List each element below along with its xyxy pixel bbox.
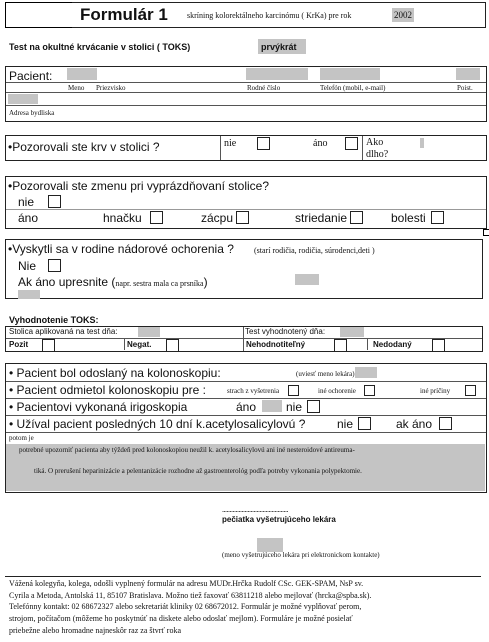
q-krv-nie-label: nie bbox=[224, 138, 237, 149]
q-rodina-extra-field[interactable] bbox=[18, 290, 40, 299]
q-krv-divider-2 bbox=[362, 136, 363, 160]
col-priezvisko: Priezvisko bbox=[96, 84, 126, 92]
kolonoskopia-divider-2 bbox=[6, 398, 486, 399]
rodne-cislo-field[interactable] bbox=[246, 68, 308, 80]
odmietol-ine-priciny: iné príčiny bbox=[420, 387, 451, 395]
potom-je: potom je bbox=[9, 434, 34, 442]
test-vyhodnoteny: Test vyhodnotený dňa: bbox=[245, 327, 326, 336]
vyhodnotenie-divider-v1 bbox=[124, 338, 125, 350]
kolonoskopia-divider-4 bbox=[6, 432, 486, 433]
vyhodnotenie-heading: Vyhodnotenie TOKS: bbox=[9, 315, 99, 325]
footer-line-4: strojom, počítačom (môžeme ho poskytnúť na diskete alebo odoslať mejlom). Formuláre je možné posielať bbox=[9, 614, 353, 623]
col-telefon: Telefón (mobil, e-mail) bbox=[320, 84, 386, 92]
header-blank-box bbox=[5, 2, 74, 28]
uzival-ano-label: ak áno bbox=[396, 417, 433, 431]
q-krv-ano-checkbox[interactable] bbox=[345, 137, 358, 150]
uzival-nie-checkbox[interactable] bbox=[358, 417, 371, 430]
q-zmena-opt-ano: áno bbox=[18, 211, 39, 225]
poist-field[interactable] bbox=[456, 68, 480, 80]
form-title: Formulár 1 bbox=[80, 5, 168, 24]
year-value: 2002 bbox=[394, 10, 412, 20]
q-rodina-ano-note: napr. sestra mala ca prsníka bbox=[115, 279, 204, 288]
col-rodne-cislo: Rodné číslo bbox=[247, 84, 281, 92]
result-negat: Negat. bbox=[127, 340, 152, 349]
name-field[interactable] bbox=[67, 68, 97, 80]
odmietol-ine-ochorenie: iné ochorenie bbox=[318, 387, 356, 395]
q-rodina-nie-checkbox[interactable] bbox=[48, 259, 61, 272]
vyhodnotenie-divider-v2 bbox=[243, 327, 244, 351]
uzival-nie-label: nie bbox=[337, 417, 354, 431]
odoslany-field[interactable] bbox=[355, 367, 377, 378]
patient-divider-3 bbox=[6, 105, 486, 106]
odmietol-ine-priciny-checkbox[interactable] bbox=[465, 385, 476, 396]
footer-line-5: priebežne alebo hromadne najneskôr raz za štvrť roka bbox=[9, 626, 182, 635]
signature-field[interactable] bbox=[257, 538, 283, 552]
q-krv-ako-dlho: Ako dlho? bbox=[366, 137, 389, 160]
irigoskopia-nie-checkbox[interactable] bbox=[307, 400, 320, 413]
uzival-label: • Užíval pacient posledných 10 dní k.acetylosalicylovú ? bbox=[9, 417, 306, 431]
kolonoskopia-note-1: potrebné upozorniť pacienta aby týždeň pred kolonoskopiou neužil k. acetylosalicylovú ani iné nesteroidové antireuma- bbox=[19, 446, 355, 454]
odoslany-note: (uviesť meno lekára) bbox=[296, 370, 355, 378]
q-zmena-bolesti-checkbox[interactable] bbox=[431, 211, 444, 224]
test-vyhodnoteny-field[interactable] bbox=[340, 327, 364, 337]
result-negat-checkbox[interactable] bbox=[166, 339, 179, 352]
q-rodina-ano-text: Ak áno upresnite ( bbox=[18, 275, 116, 289]
signature-label: pečiatka vyšetrujúceho lekára bbox=[222, 515, 336, 524]
odmietol-ine-ochorenie-checkbox[interactable] bbox=[364, 385, 375, 396]
address-field[interactable] bbox=[8, 94, 38, 104]
result-nedodany: Nedodaný bbox=[373, 340, 412, 349]
vyhodnotenie-divider bbox=[6, 338, 482, 339]
col-poist: Poist. bbox=[457, 84, 473, 92]
q-rodina-nie-label: Nie bbox=[18, 259, 37, 273]
first-time-badge[interactable]: prvýkrát bbox=[261, 42, 297, 52]
q-zmena-opt-hnacka: hnačku bbox=[103, 211, 142, 225]
telefon-field[interactable] bbox=[320, 68, 380, 80]
irigoskopia-ano-label: áno bbox=[236, 400, 257, 414]
kolonoskopia-divider-3 bbox=[6, 415, 486, 416]
col-meno: Meno bbox=[68, 84, 85, 92]
edge-marker bbox=[483, 229, 489, 236]
q-rodina-ano-close: ) bbox=[203, 275, 208, 289]
odoslany-label: • Pacient bol odoslaný na kolonoskopiu: bbox=[9, 366, 221, 380]
result-nehodnotitelny-checkbox[interactable] bbox=[334, 339, 347, 352]
odmietol-strach: strach z vyšetrenia bbox=[227, 387, 280, 395]
q-zmena-nie-checkbox[interactable] bbox=[48, 195, 61, 208]
q-krv-ako-dlho-field[interactable] bbox=[420, 138, 424, 148]
q-zmena-zacpa-checkbox[interactable] bbox=[236, 211, 249, 224]
footer-rule bbox=[5, 576, 481, 577]
form-subtitle: skríning kolorektálneho karcinómu ( KrKa) pre rok bbox=[187, 11, 352, 20]
patient-divider bbox=[6, 82, 486, 83]
q-zmena-question: •Pozorovali ste zmenu pri vyprázdňovaní stolice? bbox=[8, 179, 269, 193]
stolica-aplikovana: Stolica aplikovaná na test dňa: bbox=[9, 327, 118, 336]
odmietol-label: • Pacient odmietol kolonoskopiu pre : bbox=[9, 383, 206, 397]
address-label: Adresa bydliska bbox=[9, 109, 55, 117]
q-krv-nie-checkbox[interactable] bbox=[257, 137, 270, 150]
q-krv-divider bbox=[220, 136, 221, 160]
q-zmena-divider bbox=[6, 209, 486, 210]
patient-label: Pacient: bbox=[9, 69, 53, 83]
q-zmena-opt-striedanie: striedanie bbox=[295, 211, 348, 225]
q-zmena-opt-zacpa: zácpu bbox=[201, 211, 234, 225]
vyhodnotenie-divider-v3 bbox=[367, 338, 368, 350]
toks-heading: Test na okultné krvácanie v stolici ( TOKS) bbox=[9, 42, 191, 52]
signature-note: (meno vyšetrujúceho lekára pri elektronickom kontakte) bbox=[222, 551, 380, 559]
q-zmena-nie-label: nie bbox=[18, 195, 35, 209]
q-krv-ano-label: áno bbox=[313, 138, 328, 149]
result-nehodnotitelny: Nehodnotiteľný bbox=[246, 340, 306, 349]
uzival-ano-checkbox[interactable] bbox=[439, 417, 452, 430]
q-rodina-question: •Vyskytli sa v rodine nádorové ochorenia ? bbox=[8, 242, 234, 256]
patient-divider-2 bbox=[6, 92, 486, 93]
result-pozit-checkbox[interactable] bbox=[42, 339, 55, 352]
kolonoskopia-note-2: tiká. O prerušení heparinizácie a pelentanizácie rozhodne až gastroenterológ podľa potreby vykonania polypektomie. bbox=[34, 467, 362, 475]
irigoskopia-ano-field[interactable] bbox=[262, 400, 282, 412]
signature-dots: ............................................ bbox=[222, 505, 288, 514]
result-pozit: Pozit bbox=[9, 340, 29, 349]
result-nedodany-checkbox[interactable] bbox=[432, 339, 445, 352]
q-rodina-ano-label bbox=[18, 275, 208, 289]
q-rodina-ano-field[interactable] bbox=[295, 274, 319, 285]
q-zmena-hnacka-checkbox[interactable] bbox=[150, 211, 163, 224]
odmietol-strach-checkbox[interactable] bbox=[288, 385, 299, 396]
q-rodina-note: (starí rodičia, rodičia, súrodenci,deti ) bbox=[254, 246, 375, 255]
q-zmena-opt-bolesti: bolesti bbox=[391, 211, 426, 225]
footer-line-3: Telefónny kontakt: 02 68672327 alebo sekretariát kliniky 02 68672012. Formulár je možné vyplňovať perom, bbox=[9, 602, 362, 611]
footer-line-2: Cyrila a Metoda, Antolská 11, 85107 Bratislava. Možno tiež faxovať 63811218 alebo mejlovať (hrcka@spba.sk). bbox=[9, 591, 372, 600]
irigoskopia-nie-label: nie bbox=[286, 400, 303, 414]
footer-line-1: Vážená kolegyňa, kolega, odošli vyplnený formulár na adresu MUDr.Hrčka Rudolf CSc. GEK-SPAM, NsP sv. bbox=[9, 579, 364, 588]
kolonoskopia-divider-1 bbox=[6, 381, 486, 382]
irigoskopia-label: • Pacientovi vykonaná irigoskopia bbox=[9, 400, 188, 414]
stolica-aplikovana-field[interactable] bbox=[138, 327, 160, 337]
q-zmena-striedanie-checkbox[interactable] bbox=[350, 211, 363, 224]
q-krv-question: •Pozorovali ste krv v stolici ? bbox=[8, 140, 160, 154]
